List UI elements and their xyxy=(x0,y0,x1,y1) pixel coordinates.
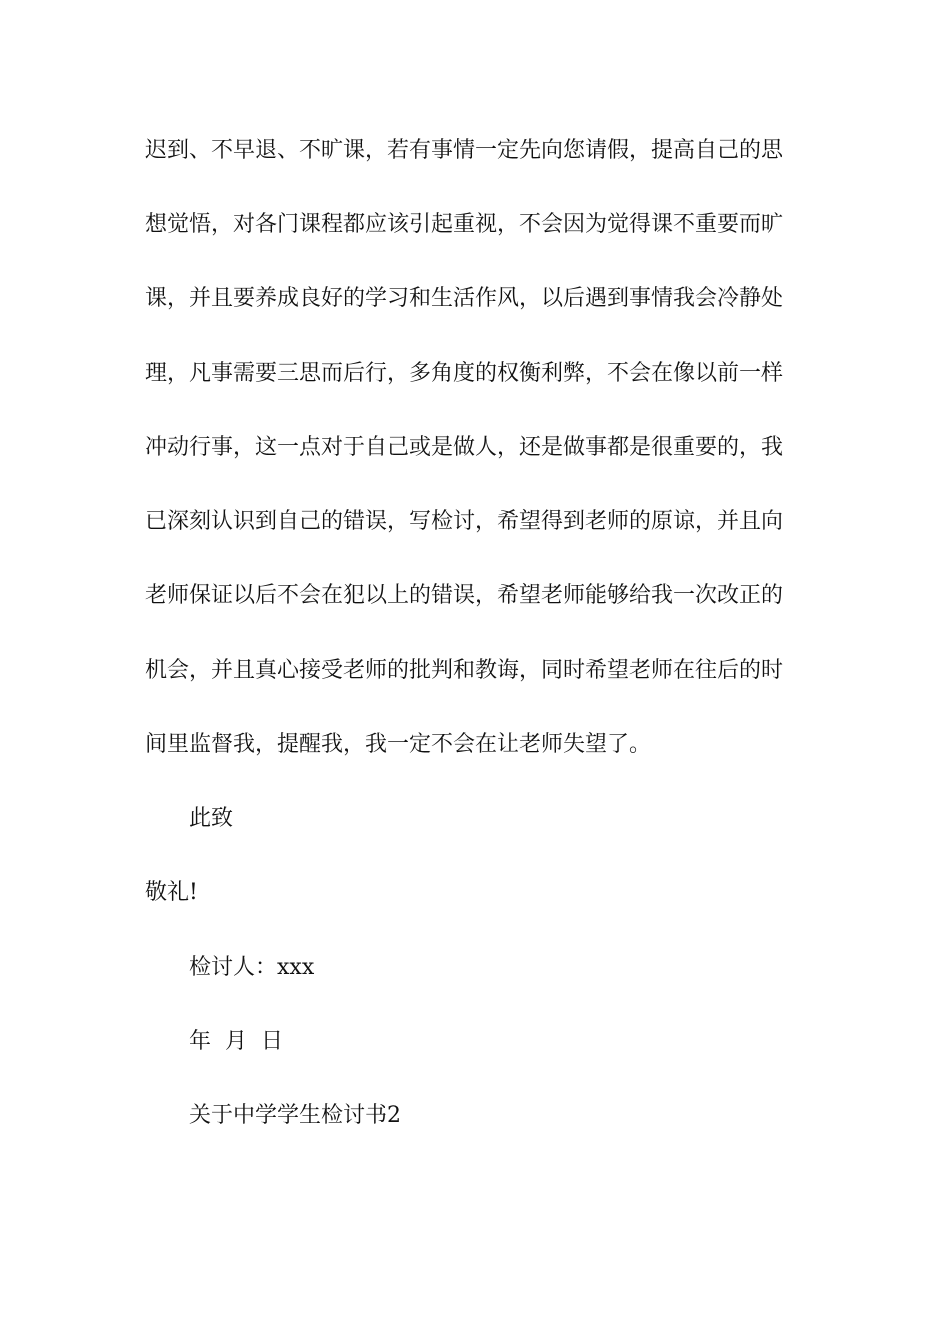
body-line-7: 老师保证以后不会在犯以上的错误，希望老师能够给我一次改正的 xyxy=(145,583,784,608)
body-line-3: 课，并且要养成良好的学习和生活作风，以后遇到事情我会冷静处 xyxy=(145,286,784,311)
body-line-1: 迟到、不早退、不旷课，若有事情一定先向您请假，提高自己的思 xyxy=(145,138,784,163)
closing-salutation: 此致 xyxy=(189,806,234,831)
body-line-4: 理，凡事需要三思而后行，多角度的权衡利弊，不会在像以前一样 xyxy=(145,361,784,386)
signer-line: 检讨人：xxx xyxy=(189,955,315,980)
date-line: 年 月 日 xyxy=(189,1029,283,1054)
body-line-9: 间里监督我，提醒我，我一定不会在让老师失望了。 xyxy=(145,732,652,757)
next-section-title: 关于中学学生检讨书2 xyxy=(189,1103,401,1128)
body-line-2: 想觉悟，对各门课程都应该引起重视，不会因为觉得课不重要而旷 xyxy=(145,212,784,237)
body-line-6: 已深刻认识到自己的错误，写检讨，希望得到老师的原谅，并且向 xyxy=(145,509,784,534)
closing-regards: 敬礼! xyxy=(145,880,198,905)
body-line-5: 冲动行事，这一点对于自己或是做人，还是做事都是很重要的，我 xyxy=(145,435,784,460)
body-line-8: 机会，并且真心接受老师的批判和教诲，同时希望老师在往后的时 xyxy=(145,658,784,683)
